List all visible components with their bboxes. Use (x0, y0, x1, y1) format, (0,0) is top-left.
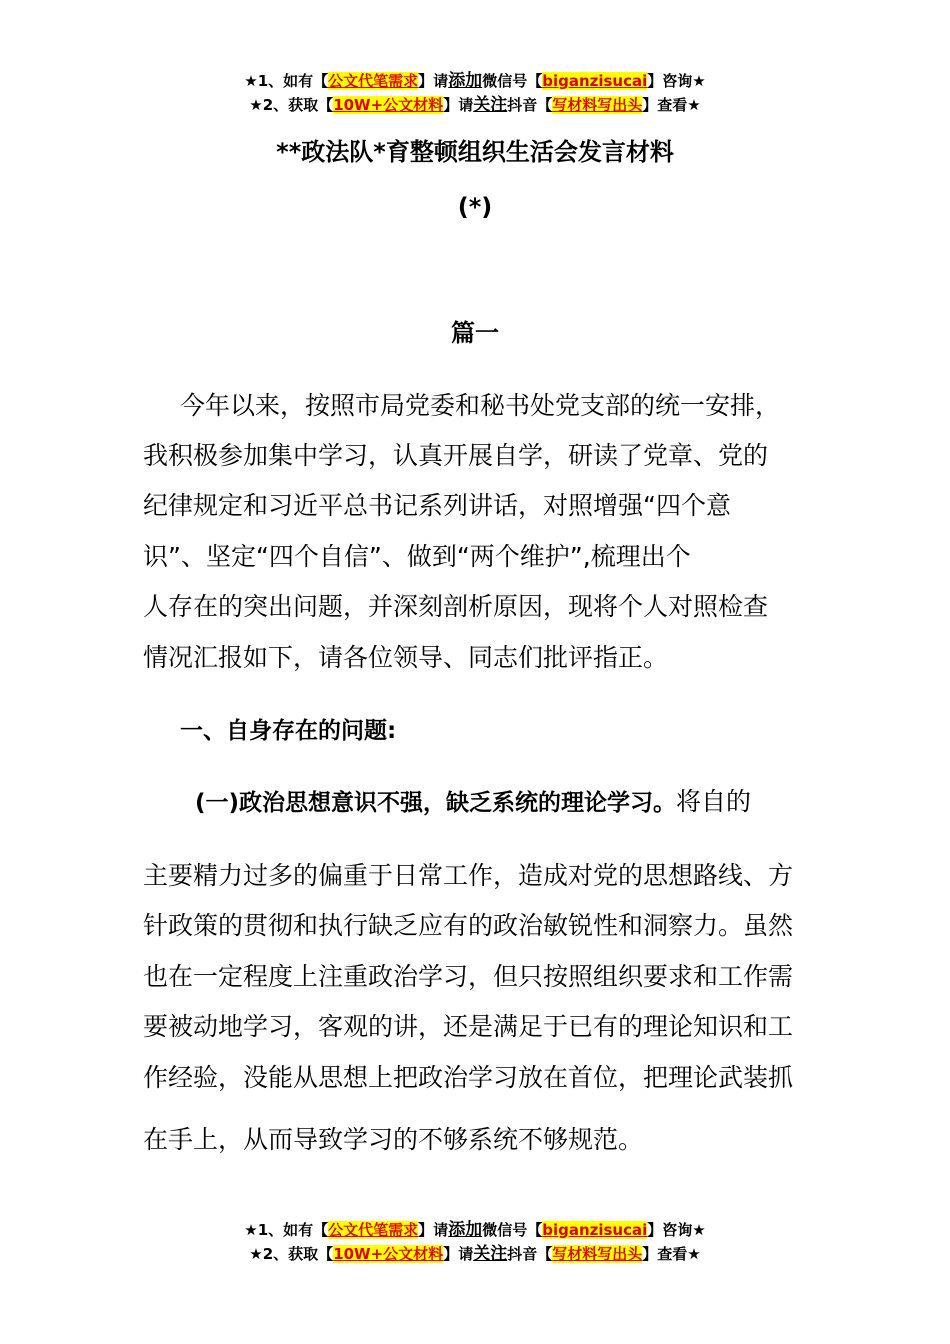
promo-text: 微信号【 (482, 1221, 543, 1239)
promo-highlight: 写材料写出头 (552, 96, 643, 114)
promo-line-1 (0, 69, 950, 93)
paragraph-line: 针政策的贯彻和执行缺乏应有的政治敏锐性和洞察力。虽然 (143, 911, 794, 940)
promo-highlight: 10W+公文材料 (333, 1245, 444, 1263)
promo-text: 】请 (443, 96, 474, 114)
promo-highlight: 公文代笔需求 (328, 1221, 419, 1239)
chapter-heading: 篇一 (451, 319, 499, 347)
promo-text: 】咨询★ (647, 1221, 706, 1239)
promo-line-2 (0, 93, 950, 117)
subsection-line (195, 782, 751, 818)
promo-text: 抖音【 (507, 96, 553, 114)
paragraph-line: 人存在的突出问题，并深刻剖析原因，现将个人对照检查 (143, 592, 769, 621)
promo-header (0, 69, 950, 117)
promo-text: 抖音【 (507, 1245, 553, 1263)
promo-text: 】咨询★ (647, 72, 706, 90)
paragraph-line: 作经验，没能从思想上把政治学习放在首位，把理论武装抓 (143, 1063, 794, 1092)
paragraph-line: 主要精力过多的偏重于日常工作，造成对党的思想路线、方 (143, 861, 794, 890)
document-title: **政法队*育整顿组织生活会发言材料 (276, 138, 674, 166)
promo-highlight: biganzisucai (542, 1221, 648, 1239)
promo-text: 微信号【 (482, 72, 543, 90)
promo-text: ★1、如有【 (244, 1221, 329, 1239)
paragraph-line: 今年以来，按照市局党委和秘书处党支部的统一安排， (180, 391, 781, 420)
document-subtitle: (*) (457, 193, 493, 221)
promo-text: ★2、获取【 (249, 1245, 334, 1263)
promo-line-2 (0, 1242, 950, 1266)
paragraph-line: 纪律规定和习近平总书记系列讲话，对照增强“四个意 (143, 491, 731, 520)
promo-text: 】查看★ (642, 96, 701, 114)
paragraph-line: 识”、坚定“四个自信”、做到“两个维护”,梳理出个 (143, 542, 691, 571)
promo-text: ★2、获取【 (249, 96, 334, 114)
promo-highlight: 10W+公文材料 (333, 96, 444, 114)
promo-footer (0, 1218, 950, 1266)
subsection-heading: (一)政治思想意识不强，缺乏系统的理论学习。 (195, 790, 677, 816)
promo-emphasis: 添加 (448, 71, 483, 91)
promo-highlight: biganzisucai (542, 72, 648, 90)
promo-text: 】请 (418, 1221, 449, 1239)
paragraph-line: 在手上，从而导致学习的不够系统不够规范。 (143, 1125, 644, 1154)
section-heading: 一、自身存在的问题: (180, 718, 397, 744)
paragraph-line: 我积极参加集中学习，认真开展自学，研读了党章、党的 (143, 441, 769, 470)
promo-emphasis: 关注 (473, 95, 508, 115)
promo-highlight: 公文代笔需求 (328, 72, 419, 90)
promo-text: 】请 (418, 72, 449, 90)
paragraph-line: 要被动地学习，客观的讲，还是满足于已有的理论知识和工 (143, 1012, 794, 1041)
promo-line-1 (0, 1218, 950, 1242)
promo-text: ★1、如有【 (244, 72, 329, 90)
promo-highlight: 写材料写出头 (552, 1245, 643, 1263)
paragraph-line: 也在一定程度上注重政治学习，但只按照组织要求和工作需 (143, 962, 794, 991)
promo-text: 】查看★ (642, 1245, 701, 1263)
promo-emphasis: 关注 (473, 1244, 508, 1264)
promo-emphasis: 添加 (448, 1220, 483, 1240)
promo-text: 】请 (443, 1245, 474, 1263)
subsection-text: 将自的 (676, 787, 752, 816)
paragraph-line: 情况汇报如下，请各位领导、同志们批评指正。 (143, 643, 669, 672)
